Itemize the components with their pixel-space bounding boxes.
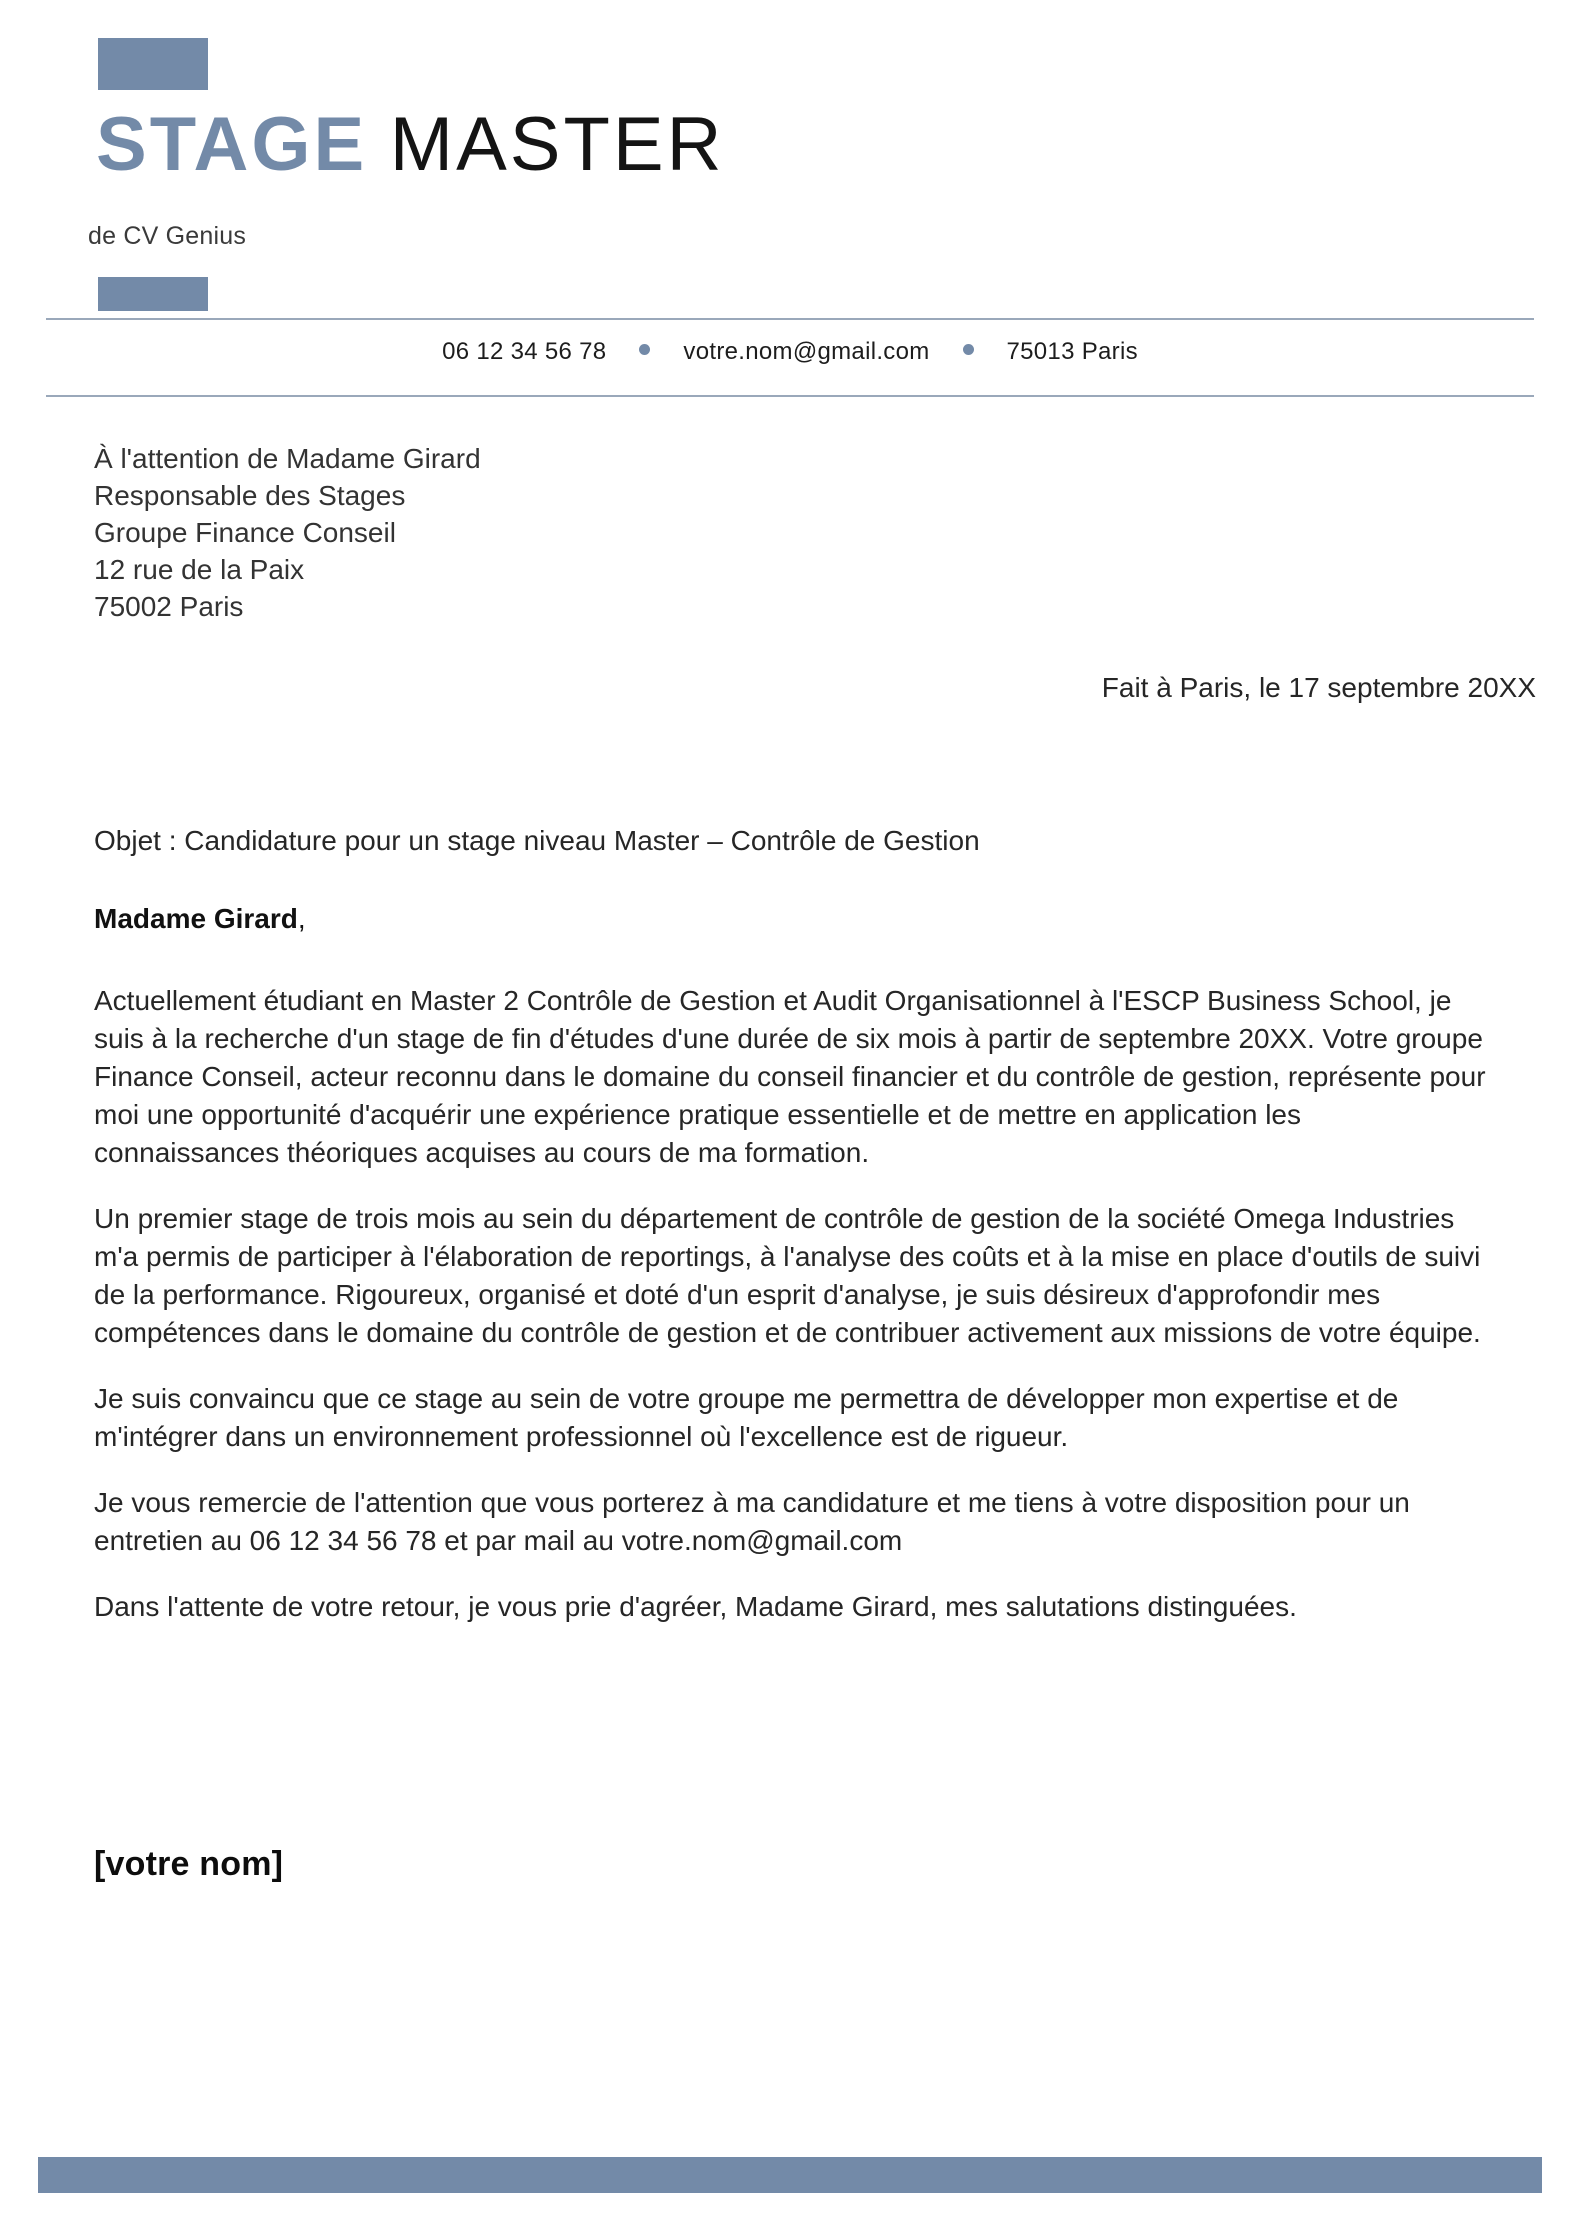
recipient-line: Groupe Finance Conseil xyxy=(94,517,396,548)
recipient-line: Responsable des Stages xyxy=(94,480,406,511)
header-divider-bottom xyxy=(46,395,1534,397)
signature-name: [votre nom] xyxy=(94,1845,284,1883)
letter-body xyxy=(94,982,1490,1626)
recipient-line: 12 rue de la Paix xyxy=(94,554,305,585)
body-paragraph: Un premier stage de trois mois au sein du département de contrôle de gestion de la société Omega Industries m'a permis de participer à l'élaboration de reportings, à l'analyse des coûts et à la mise en place d'outils de suivi de la performance. Rigoureux, organisé et doté d'un esprit d'analyse, je suis désireux d'approfondir mes compétences dans le domaine du contrôle de gestion et de contribuer activement aux missions de votre équipe. xyxy=(94,1203,1481,1348)
body-paragraph: Dans l'attente de votre retour, je vous prie d'agréer, Madame Girard, mes salutations distinguées. xyxy=(94,1591,1297,1622)
recipient-line: À l'attention de Madame Girard xyxy=(94,443,481,474)
brand-title-light: MASTER xyxy=(389,102,725,187)
contact-location: 75013 Paris xyxy=(1006,338,1138,365)
brand-title xyxy=(96,104,725,186)
contact-phone: 06 12 34 56 78 xyxy=(442,338,607,365)
date-line: Fait à Paris, le 17 septembre 20XX xyxy=(1101,672,1536,703)
recipient-block xyxy=(94,440,481,625)
salutation-name: Madame Girard xyxy=(94,903,298,934)
brand-subtitle: de CV Genius xyxy=(88,222,247,250)
accent-block-top-icon xyxy=(98,38,208,90)
salutation-punctuation: , xyxy=(297,903,306,934)
contact-email: votre.nom@gmail.com xyxy=(683,338,930,365)
bullet-separator-icon xyxy=(639,344,650,355)
brand-title-strong: STAGE xyxy=(96,102,368,187)
salutation xyxy=(94,903,306,935)
subject-line: Objet : Candidature pour un stage niveau Master – Contrôle de Gestion xyxy=(94,825,980,856)
accent-block-bottom-icon xyxy=(98,277,208,311)
body-paragraph: Actuellement étudiant en Master 2 Contrôle de Gestion et Audit Organisationnel à l'ESCP Business School, je suis à la recherche d'un stage de fin d'études d'une durée de six mois à partir de septembre 20XX. Votre groupe Finance Conseil, acteur reconnu dans le domaine du conseil financier et du contrôle de gestion, représente pour moi une opportunité d'acquérir une expérience pratique essentielle et de mettre en application les connaissances théoriques acquises au cours de ma formation. xyxy=(94,985,1486,1168)
footer-accent-bar xyxy=(38,2157,1542,2193)
header-divider-top xyxy=(46,318,1534,320)
recipient-line: 75002 Paris xyxy=(94,591,244,622)
body-paragraph: Je suis convaincu que ce stage au sein de votre groupe me permettra de développer mon expertise et de m'intégrer dans un environnement professionnel où l'excellence est de rigueur. xyxy=(94,1383,1399,1452)
body-paragraph: Je vous remercie de l'attention que vous porterez à ma candidature et me tiens à votre disposition pour un entretien au 06 12 34 56 78 et par mail au votre.nom@gmail.com xyxy=(94,1487,1410,1556)
contact-line xyxy=(0,338,1580,366)
bullet-separator-icon xyxy=(963,344,974,355)
